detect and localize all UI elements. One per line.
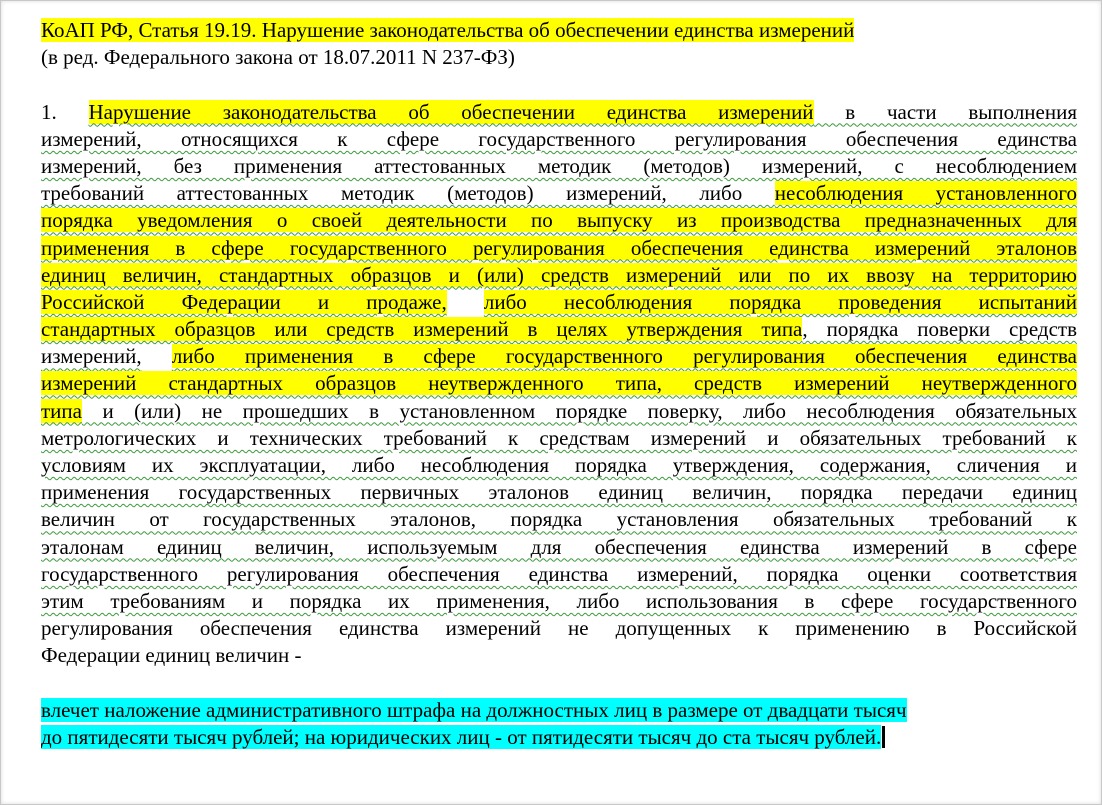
penalty-text: влечет наложение административного штрафа на должностных лиц в размере от двадцати тысяч <box>41 697 907 722</box>
p1-line-4 <box>41 180 1077 207</box>
highlighted-phrase: единиц величин, стандартных образцов и (или) <box>41 262 541 287</box>
highlighted-phrase: либо применения в сфере государственного регулирования обеспечения единства <box>171 344 1078 369</box>
text-cursor <box>882 726 885 748</box>
text-run: требований аттестованных методик (методов) измерений, либо <box>41 181 775 206</box>
highlighted-phrase: средств измерений или по их ввозу на территорию <box>540 262 1077 287</box>
text-run: , порядка поверки средств <box>802 317 1077 342</box>
p1-line-9 <box>41 316 1077 343</box>
penalty-line-2 <box>41 724 1077 751</box>
p1-line-18: государственного регулирования обеспечения единства измерений, порядка оценки соответствия <box>41 561 1077 586</box>
p1-line-2: измерений, относящихся к сфере государственного регулирования обеспечения единства <box>41 126 1077 151</box>
highlighted-phrase: измерений стандартных образцов неутвержденного типа, средств измерений неутвержденного <box>41 371 1077 396</box>
penalty-paragraph <box>41 697 1077 751</box>
p1-line-16: величин от государственных эталонов, порядка установления обязательных требований к <box>41 507 1077 532</box>
penalty-text: до пятидесяти тысяч рублей; на юридических лиц - от пятидесяти тысяч до ста тысяч рублей. <box>41 724 882 749</box>
text-run <box>142 344 172 368</box>
p1-line-1 <box>41 99 1077 126</box>
p1-line-6 <box>41 235 1077 262</box>
highlighted-phrase: стандартных образцов или средств измерений в целях утверждения типа <box>41 317 803 342</box>
p1-line-3: измерений, без применения аттестованных методик (методов) измерений, с несоблюдением <box>41 153 1077 178</box>
p1-line-19: этим требованиям и порядка их применения, либо использования в сфере государственного <box>41 588 1077 613</box>
p1-line-21: Федерации единиц величин - <box>41 643 302 668</box>
highlighted-phrase: Нарушение законодательства об обеспечении единства измерений <box>88 99 814 124</box>
p1-line-8 <box>41 289 1077 316</box>
p1-line-12 <box>41 398 1077 425</box>
text-run <box>447 290 484 314</box>
text-run: и (или) не прошедших в установленном порядке поверку, либо несоблюдения обязательных <box>81 398 1077 423</box>
highlighted-phrase: Российской Федерации и продаже, <box>41 289 447 314</box>
blank-line <box>41 670 1077 697</box>
article-header <box>41 17 1077 71</box>
edition-note: (в ред. Федерального закона от 18.07.2011 N 237-ФЗ) <box>41 45 515 70</box>
item-number: 1. <box>41 99 89 124</box>
highlighted-phrase: несоблюдения установленного <box>774 181 1077 206</box>
p1-line-15: применения государственных первичных эталонов единиц величин, порядка передачи единиц <box>41 480 1077 505</box>
p1-line-17: эталонам единиц величин, используемым для обеспечения единства измерений в сфере <box>41 534 1077 559</box>
p1-line-10 <box>41 343 1077 370</box>
p1-line-13: метрологических и технических требований к средствам измерений и обязательных требований к <box>41 425 1077 450</box>
highlighted-phrase: либо несоблюдения порядка проведения испытаний <box>483 289 1078 314</box>
document-body[interactable] <box>41 17 1077 751</box>
p1-line-5 <box>41 207 1077 234</box>
text-run: измерений, <box>41 344 142 369</box>
highlighted-phrase: применения в сфере государственного регулирования обеспечения единства измерений эталонов <box>41 235 1077 260</box>
highlighted-phrase: порядка уведомления о своей деятельности по выпуску из производства предназначенных для <box>41 208 1077 233</box>
p1-line-14: условиям их эксплуатации, либо несоблюдения порядка утверждения, содержания, сличения и <box>41 453 1077 477</box>
article-title: КоАП РФ, Статья 19.19. Нарушение законодательства об обеспечении единства измерений <box>41 18 855 42</box>
p1-line-20: регулирования обеспечения единства измерений не допущенных к применению в Российской <box>41 616 1077 641</box>
paragraph-1 <box>41 99 1077 670</box>
blank-line <box>41 71 1077 98</box>
penalty-line-1 <box>41 697 1077 724</box>
text-run: в части выполнения <box>813 99 1077 124</box>
article-title-line <box>41 17 1077 44</box>
p1-line-11 <box>41 370 1077 397</box>
highlighted-phrase: типа <box>41 398 82 423</box>
p1-line-7 <box>41 262 1077 289</box>
